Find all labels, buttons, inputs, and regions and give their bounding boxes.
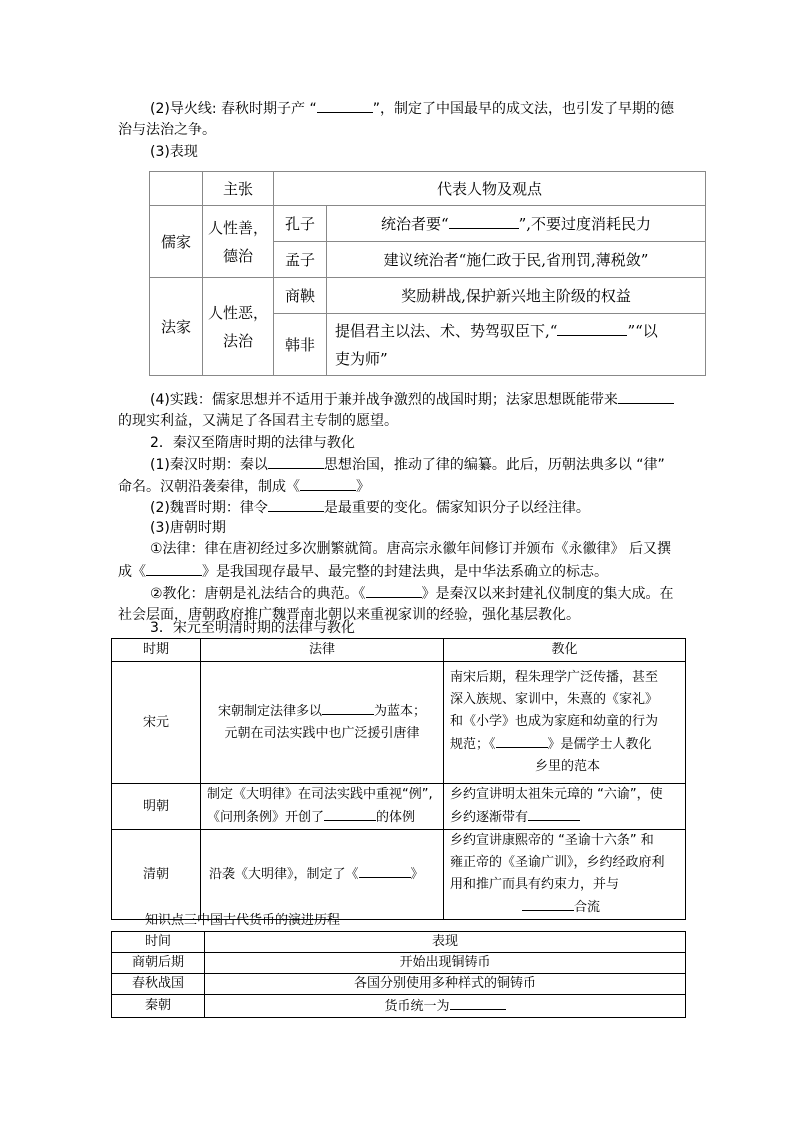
answer-blank xyxy=(322,700,374,715)
answer-blank xyxy=(317,98,373,113)
text-segment: (1)秦汉时期：秦以 xyxy=(150,457,268,473)
text-segment: 元朝在司法实践中也广泛援引唐律 xyxy=(224,726,420,741)
corner-cell xyxy=(150,172,203,206)
manifestation-cell: 开始出现铜铸币 xyxy=(205,953,686,974)
subheading-performance: (3)表现 xyxy=(150,144,198,160)
text-segment: ”“以 xyxy=(627,321,658,340)
person-shangyang: 商鞅 xyxy=(274,278,327,314)
header-education: 教化 xyxy=(444,639,686,662)
paragraph-qinhan xyxy=(150,454,665,475)
text-segment: 吏为师” xyxy=(335,349,388,368)
stance-line: 人性善， xyxy=(207,218,268,237)
answer-blank xyxy=(522,896,574,911)
text-segment: 乡里的范本 xyxy=(534,759,600,774)
time-cell: 春秋战国 xyxy=(112,974,205,995)
text-segment: 用和推广而具有约束力，并与 xyxy=(450,877,620,892)
stance-legalist xyxy=(203,278,274,376)
header-representatives: 代表人物及观点 xyxy=(274,172,706,206)
text-segment: 成《 xyxy=(118,564,146,580)
paragraph-practice xyxy=(150,389,674,410)
education-qing xyxy=(444,830,686,920)
stance-confucian xyxy=(203,206,274,278)
text-segment: (2)导火线: 春秋时期子产 “ xyxy=(150,101,317,117)
answer-blank xyxy=(449,214,519,229)
text-segment: 规范；《 xyxy=(450,737,496,752)
answer-blank xyxy=(146,561,202,576)
answer-blank xyxy=(528,806,580,821)
education-songyuan xyxy=(444,662,686,784)
person-mengzi: 孟子 xyxy=(274,242,327,278)
text-segment: 思想治国，推动了律的编纂。此后，历朝法典多以 “律” xyxy=(323,457,665,473)
paragraph-tang-law: ①法律：律在唐初经过多次删繁就简。唐高宗永徽年间修订并颁布《永徽律》 后又撰 xyxy=(150,541,671,557)
view-mengzi: 建议统治者“施仁政于民,省刑罚,薄税敛” xyxy=(327,242,706,278)
period-songyuan: 宋元 xyxy=(112,662,201,784)
stance-line: 法治 xyxy=(222,331,253,350)
text-segment: 》是秦汉以来封建礼仪制度的集大成。在 xyxy=(421,586,674,602)
paragraph-tang-law-cont xyxy=(118,561,608,582)
law-education-table xyxy=(111,638,686,920)
text-segment: 》 xyxy=(410,867,424,882)
answer-blank xyxy=(300,476,356,491)
text-segment: 是最重要的变化。儒家知识分子以经注律。 xyxy=(323,500,590,516)
answer-blank xyxy=(450,995,506,1010)
section-qinhan-heading: 2．秦汉至隋唐时期的法律与教化 xyxy=(150,435,355,451)
section-currency-heading: 知识点三中国古代货币的演进历程 xyxy=(145,913,341,928)
school-legalist: 法家 xyxy=(150,278,203,376)
header-time: 时间 xyxy=(112,932,205,953)
stance-line: 德治 xyxy=(222,246,253,265)
text-segment: 和《小学》也成为家庭和幼童的行为 xyxy=(450,714,659,729)
answer-blank xyxy=(268,454,324,469)
time-cell: 商朝后期 xyxy=(112,953,205,974)
law-songyuan xyxy=(201,662,444,784)
text-segment: 南宋后期，程朱理学广泛传播，甚至 xyxy=(450,670,659,685)
manifestation-cell xyxy=(205,995,686,1018)
subheading-tang: (3)唐朝时期 xyxy=(150,520,226,536)
law-ming xyxy=(201,784,444,830)
text-segment: 的体例 xyxy=(376,810,416,825)
text-segment: (2)魏晋时期：律令 xyxy=(150,500,268,516)
paragraph-weijin xyxy=(150,497,590,518)
text-segment: 乡约宣讲康熙帝的 “圣谕十六条” 和 xyxy=(450,833,654,848)
text-segment: 沿袭《大明律》，制定了《 xyxy=(209,867,359,882)
answer-blank xyxy=(618,389,674,404)
text-segment: (4)实践：儒家思想并不适用于兼并战争激烈的战国时期；法家思想既能带来 xyxy=(150,392,618,408)
paragraph-tang-edu xyxy=(150,583,674,604)
view-kongzi xyxy=(327,206,706,242)
header-period: 时期 xyxy=(112,639,201,662)
text-segment: 货币统一为 xyxy=(384,999,450,1014)
paragraph-practice-cont: 的现实利益，又满足了各国君主专制的愿望。 xyxy=(118,413,398,429)
text-segment: ②教化：唐朝是礼法结合的典范。《 xyxy=(150,586,366,602)
section-songyuan-heading: 3．宋元至明清时期的法律与教化 xyxy=(150,620,355,636)
law-qing xyxy=(201,830,444,920)
text-segment: 》是我国现存最早、最完整的封建法典，是中华法系确立的标志。 xyxy=(202,564,608,580)
currency-table xyxy=(111,931,686,1018)
text-segment: ”，制定了中国最早的成文法，也引发了早期的德 xyxy=(372,101,674,117)
text-segment: 宋朝制定法律多以 xyxy=(217,704,322,719)
answer-blank xyxy=(496,733,548,748)
paragraph-qinhan-cont xyxy=(118,476,370,497)
text-segment: 》 xyxy=(356,479,370,495)
schools-table xyxy=(149,171,706,376)
answer-blank xyxy=(359,863,411,878)
answer-blank xyxy=(268,497,324,512)
period-ming: 明朝 xyxy=(112,784,201,830)
paragraph-tang-edu-cont: 社会层面，唐朝政府推广魏晋南北朝以来重视家训的经验，强化基层教化。 xyxy=(118,607,580,623)
text-segment: 乡约宣讲明太祖朱元璋的 “六谕”，使 xyxy=(450,787,663,802)
text-segment: 雍正帝的《圣谕广训》，乡约经政府利 xyxy=(450,855,665,870)
paragraph-fuse xyxy=(150,98,674,119)
paragraph-fuse-cont: 治与法治之争。 xyxy=(118,122,216,138)
text-segment: 深入族规、家训中，朱熹的《家礼》 xyxy=(450,692,659,707)
header-law: 法律 xyxy=(201,639,444,662)
person-hanfei: 韩非 xyxy=(274,314,327,376)
text-segment: 命名。汉朝沿袭秦律，制成《 xyxy=(118,479,300,495)
view-shangyang: 奖励耕战,保护新兴地主阶级的权益 xyxy=(327,278,706,314)
header-manifestation: 表现 xyxy=(205,932,686,953)
text-segment: 统治者要“ xyxy=(380,215,449,233)
period-qing: 清朝 xyxy=(112,830,201,920)
education-ming xyxy=(444,784,686,830)
person-kongzi: 孔子 xyxy=(274,206,327,242)
text-segment: ”,不要过度消耗民力 xyxy=(518,215,652,233)
answer-blank xyxy=(366,583,422,598)
text-segment: 》是儒学士人教化 xyxy=(547,737,652,752)
text-segment: 为蓝本； xyxy=(374,704,427,719)
manifestation-cell: 各国分别使用多种样式的铜铸币 xyxy=(205,974,686,995)
view-hanfei xyxy=(327,314,706,376)
text-segment: 制定《大明律》在司法实践中重视“例”, xyxy=(207,787,433,802)
text-segment: 提倡君主以法、术、势驾驭臣下,“ xyxy=(335,321,558,340)
school-confucian: 儒家 xyxy=(150,206,203,278)
text-segment: 合流 xyxy=(574,900,601,915)
time-cell: 秦朝 xyxy=(112,995,205,1018)
answer-blank xyxy=(324,806,376,821)
answer-blank xyxy=(557,321,627,336)
text-segment: 乡约逐渐带有 xyxy=(450,810,529,825)
text-segment: 《问刑条例》开创了 xyxy=(207,810,325,825)
header-stance: 主张 xyxy=(203,172,274,206)
stance-line: 人性恶， xyxy=(207,303,268,322)
